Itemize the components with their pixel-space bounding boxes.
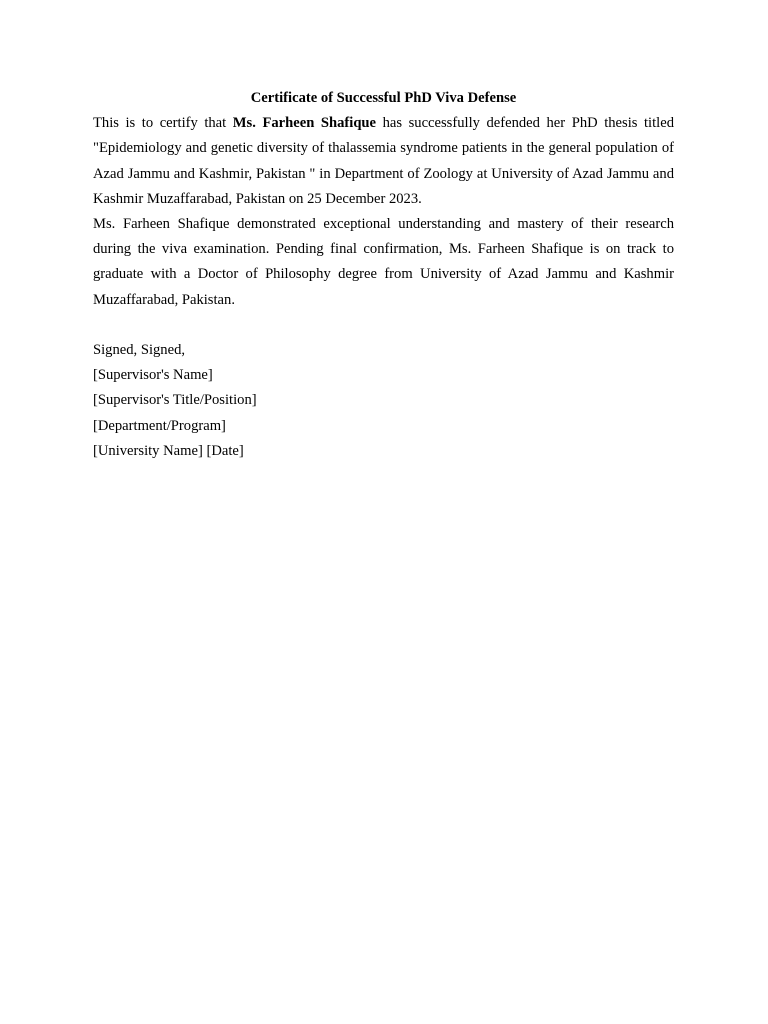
candidate-name: Ms. Farheen Shafique: [232, 115, 377, 132]
supervisor-title: [Supervisor's Title/Position]: [93, 392, 257, 409]
certification-thesis-details: has successfully defended her PhD thesis titled "Epidemiology and genetic diversity of thalassemia syndrome patients in the general population of Azad Jammu and Kashmir, Pakistan " in Department of Zoology at University of Azad Jammu and Kashmir Muzaffarabad, Pakistan on 25 December 2023.: [93, 115, 674, 207]
certification-intro: This is to certify that: [93, 115, 233, 132]
certificate-title: Certificate of Successful PhD Viva Defense: [250, 90, 517, 106]
certification-paragraph: [93, 111, 674, 212]
department-program: [Department/Program]: [93, 417, 226, 434]
certificate-document: [93, 86, 674, 464]
spacer: [93, 313, 674, 338]
signature-block: [93, 338, 674, 464]
signed-line: Signed, Signed,: [93, 342, 186, 359]
performance-paragraph: Ms. Farheen Shafique demonstrated exceptional understanding and mastery of their research during the viva examination. Pending final confirmation, Ms. Farheen Shafique is on track to graduate with a Doctor of Philosophy degree from University of Azad Jammu and Kashmir Muzaffarabad, Pakistan.: [93, 216, 674, 308]
supervisor-name: [Supervisor's Name]: [93, 367, 213, 384]
university-date: [University Name] [Date]: [93, 442, 244, 459]
